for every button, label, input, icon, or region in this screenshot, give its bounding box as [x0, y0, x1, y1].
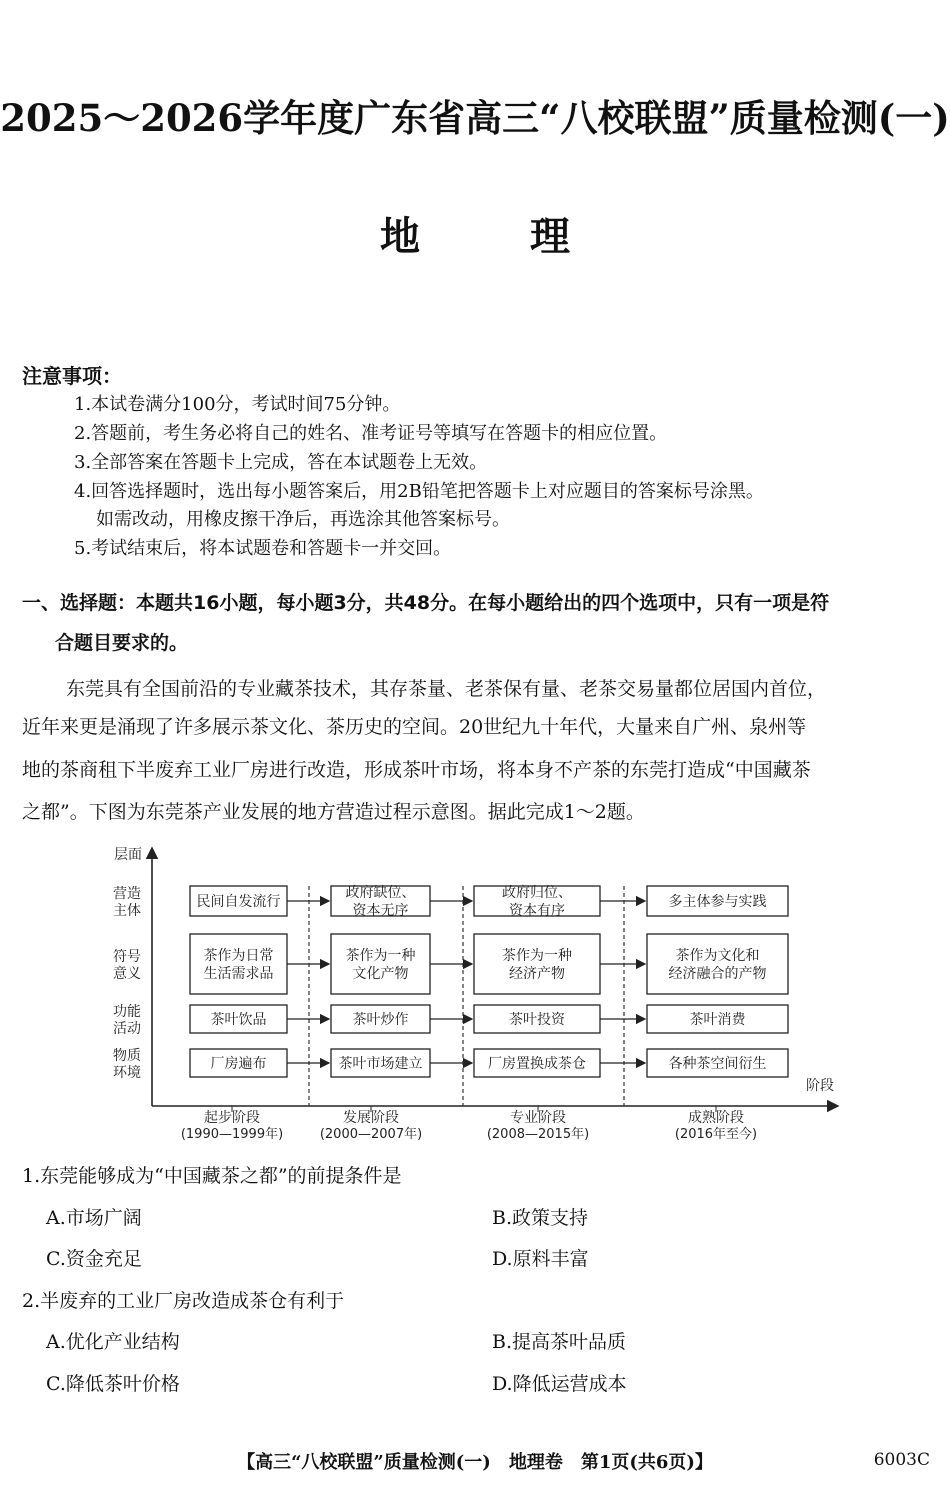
- notice-item: 3.全部答案在答题卡上完成，答在本试题卷上无效。: [74, 452, 488, 473]
- section-heading-cont: 合题目要求的。: [55, 632, 189, 654]
- option-b[interactable]: B.提高茶叶品质: [492, 1331, 627, 1353]
- place-making-diagram: [100, 838, 845, 1143]
- row-label: 活动: [113, 1021, 141, 1037]
- row-label: 主体: [113, 903, 141, 919]
- stage-period: (2000—2007年): [319, 1127, 423, 1142]
- x-axis-label: 阶段: [806, 1078, 834, 1094]
- stage-name: 起步阶段: [204, 1110, 260, 1126]
- paper-code: 6003C: [873, 1450, 930, 1470]
- option-a[interactable]: A.市场广阔: [46, 1207, 142, 1229]
- row-label: 物质: [113, 1048, 141, 1064]
- box-label: 茶作为文化和: [675, 948, 760, 964]
- box-label: 茶作为一种: [345, 948, 416, 964]
- diagram-box: [474, 934, 600, 994]
- box-label: 政府归位、: [502, 885, 572, 901]
- option-d[interactable]: D.原料丰富: [492, 1248, 589, 1270]
- box-label: 茶叶投资: [509, 1012, 565, 1028]
- diagram-box: [647, 934, 788, 994]
- notice-item: 如需改动，用橡皮擦干净后，再选涂其他答案标号。: [96, 509, 510, 530]
- box-label: 茶作为一种: [502, 948, 572, 964]
- notice-item: 2.答题前，考生务必将自己的姓名、准考证号等填写在答题卡的相应位置。: [74, 423, 668, 444]
- subject-char: 地: [380, 213, 420, 260]
- question-stem: 2.半废弃的工业厂房改造成茶仓有利于: [22, 1290, 345, 1312]
- notice-item: 5.考试结束后，将本试题卷和答题卡一并交回。: [74, 538, 452, 559]
- option-c[interactable]: C.资金充足: [46, 1248, 142, 1270]
- passage-line: 地的茶商租下半废弃工业厂房进行改造，形成茶叶市场，将本身不产茶的东莞打造成“中国藏茶: [22, 759, 811, 781]
- option-b[interactable]: B.政策支持: [492, 1207, 589, 1229]
- y-axis-label: 层面: [114, 847, 142, 863]
- row-label: 营造: [113, 886, 141, 902]
- box-label: 多主体参与实践: [668, 894, 767, 910]
- page-footer: 【高三“八校联盟”质量检测(一) 地理卷 第1页(共6页)】: [237, 1452, 713, 1473]
- stage-name: 专业阶段: [510, 1110, 566, 1126]
- box-label: 厂房遍布: [210, 1056, 267, 1072]
- subject-char: 理: [530, 213, 570, 260]
- diagram-box: [190, 934, 287, 994]
- row-label: 环境: [113, 1065, 141, 1081]
- notice-item: 4.回答选择题时，选出每小题答案后，用2B铅笔把答题卡上对应题目的答案标号涂黑。: [74, 481, 764, 502]
- box-label: 各种茶空间衍生: [668, 1056, 767, 1072]
- box-label: 民间自发流行: [196, 894, 281, 910]
- box-label: 政府缺位、: [345, 885, 416, 901]
- passage-line: 近年来更是涌现了许多展示茶文化、茶历史的空间。20世纪九十年代，大量来自广州、泉州等: [22, 716, 807, 738]
- notice-heading: 注意事项：: [22, 364, 122, 388]
- subject-title: [0, 205, 950, 262]
- option-a[interactable]: A.优化产业结构: [46, 1331, 180, 1353]
- box-label: 茶作为日常: [203, 948, 274, 964]
- exam-title: 2025～2026学年度广东省高三“八校联盟”质量检测(一): [0, 96, 950, 140]
- notice-item: 1.本试卷满分100分，考试时间75分钟。: [74, 394, 401, 415]
- question-stem: 1.东莞能够成为“中国藏茶之都”的前提条件是: [22, 1165, 402, 1187]
- stage-name: 成熟阶段: [688, 1110, 744, 1126]
- box-label: 厂房置换成茶仓: [488, 1056, 586, 1072]
- box-label: 文化产物: [352, 966, 409, 982]
- passage-line: 东莞具有全国前沿的专业藏茶技术，其存茶量、老茶保有量、老茶交易量都位居国内首位，: [66, 678, 827, 700]
- box-label: 资本无序: [352, 903, 409, 919]
- box-label: 生活需求品: [203, 966, 274, 982]
- diagram-box: [331, 934, 430, 994]
- option-c[interactable]: C.降低茶叶价格: [46, 1373, 180, 1395]
- row-label: 符号: [113, 949, 141, 965]
- stage-period: (1990—1999年): [180, 1127, 284, 1142]
- row-label: 意义: [113, 966, 141, 982]
- option-d[interactable]: D.降低运营成本: [492, 1373, 627, 1395]
- box-label: 经济融合的产物: [668, 966, 767, 982]
- stage-period: (2008—2015年): [486, 1127, 590, 1142]
- stage-name: 发展阶段: [343, 1110, 399, 1126]
- box-label: 茶叶炒作: [352, 1012, 409, 1028]
- box-label: 茶叶饮品: [210, 1012, 267, 1028]
- section-heading: 一、选择题：本题共16小题，每小题3分，共48分。在每小题给出的四个选项中，只有一项是符: [22, 592, 830, 614]
- stage-period: (2016年至今): [674, 1127, 758, 1142]
- box-label: 茶叶消费: [689, 1012, 746, 1028]
- row-label: 功能: [113, 1004, 141, 1020]
- box-label: 资本有序: [509, 903, 565, 919]
- box-label: 经济产物: [509, 966, 565, 982]
- passage-line: 之都”。下图为东莞茶产业发展的地方营造过程示意图。据此完成1～2题。: [22, 801, 645, 823]
- box-label: 茶叶市场建立: [338, 1056, 423, 1072]
